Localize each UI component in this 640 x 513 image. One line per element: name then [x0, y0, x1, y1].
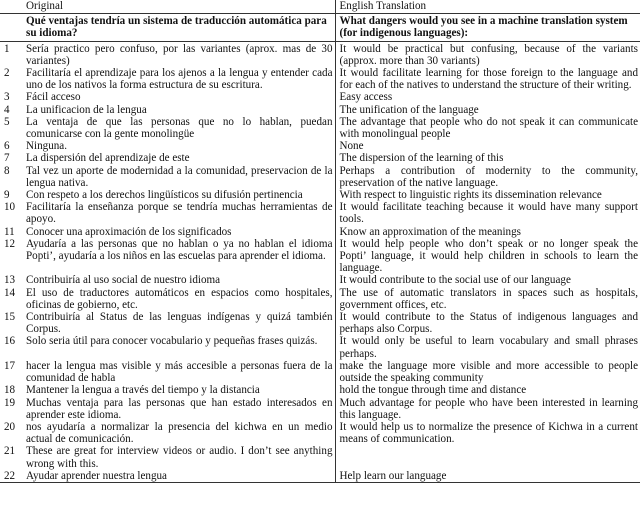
- row-number: 2: [4, 67, 10, 80]
- row-number: 1: [4, 42, 10, 55]
- table-row: [0, 335, 640, 359]
- question-english: What dangers would you see in a machine translation system (for indigenous languages):: [339, 15, 628, 40]
- english-text-cell: With respect to linguistic rights its dissemination relevance: [339, 189, 602, 202]
- english-text-cell: Much advantage for people who have been interested in learning this language.: [339, 396, 638, 421]
- original-text-cell: Conocer una aproximación de los significados: [22, 226, 335, 238]
- english-text-cell: It would help us to normalize the presence of Kichwa in a current means of communication.: [339, 420, 638, 446]
- table-row: [0, 445, 640, 469]
- original-text-cell: Facilitaría la enseñanza porque se tendría muchas herramientas de apoyo.: [22, 201, 335, 225]
- original-text-cell: Fácil acceso: [22, 91, 335, 103]
- row-number: 10: [4, 201, 16, 214]
- row-number: 13: [4, 274, 16, 287]
- english-text-cell: It would facilitate teaching because it would have many support tools.: [339, 201, 638, 226]
- row-number: 5: [4, 115, 10, 128]
- original-text-cell: Ayudaría a las personas que no hablan o ya no hablan el idioma Popti’, ayudaría a los niños en las escuelas para aprender el idioma.: [22, 238, 335, 275]
- table-row: [0, 67, 640, 91]
- original-text-cell: Tal vez un aporte de modernidad a la comunidad, preservacion de la lengua nativa.: [22, 165, 335, 189]
- original-text-cell: Sería practico pero confuso, por las variantes (aprox. mas de 30 variantes): [22, 41, 335, 67]
- original-text-cell: Ayudar aprender nuestra lengua: [22, 470, 335, 483]
- original-text-cell: Ninguna.: [22, 140, 335, 152]
- row-number: 18: [4, 384, 16, 397]
- english-text-cell: The dispersion of the learning of this: [339, 152, 504, 165]
- row-number: 17: [4, 359, 16, 372]
- original-text-cell: Con respeto a los derechos lingüísticos su difusión pertinencia: [22, 189, 335, 201]
- row-number: 12: [4, 237, 16, 250]
- original-text-cell: El uso de traductores automáticos en espacios como hospitales, oficinas de gobierno, etc.: [22, 287, 335, 311]
- question-original: Qué ventajas tendría un sistema de traducción automática para su idioma?: [22, 14, 335, 41]
- english-text-cell: hold the tongue through time and distance: [339, 384, 527, 397]
- table-row: [0, 287, 640, 311]
- english-text-cell: It would help people who don’t speak or no longer speak the Popti’ language, it would help children in schools to learn the language.: [339, 237, 638, 275]
- table-row: [0, 152, 640, 164]
- table-row: [0, 91, 640, 103]
- row-number: 16: [4, 335, 16, 348]
- english-text-cell: Perhaps a contribution of modernity to the community, preservation of the native language.: [339, 164, 638, 189]
- original-text-cell: Solo seria útil para conocer vocabulario y pequeñas frases quizás.: [22, 335, 335, 359]
- row-number: 22: [4, 469, 16, 482]
- row-number: 8: [4, 164, 10, 177]
- table-row: [0, 41, 640, 67]
- original-text-cell: Facilitaría el aprendizaje para los ajenos a la lengua y entender cada uno de los nativos la forma estructura de su escritura.: [22, 67, 335, 91]
- row-number: 11: [4, 225, 15, 238]
- original-text-cell: These are great for interview videos or audio. I don’t see anything wrong with this.: [22, 445, 335, 469]
- row-number: 3: [4, 91, 10, 104]
- english-text-cell: The unification of the language: [339, 103, 479, 116]
- table-row: [0, 384, 640, 396]
- table-row: [0, 116, 640, 140]
- table-row: [0, 189, 640, 201]
- original-text-cell: La unificacion de la lengua: [22, 104, 335, 116]
- row-number: 14: [4, 286, 16, 299]
- table-row: [0, 470, 640, 483]
- original-text-cell: nos ayudaría a normalizar la presencia del kichwa en un medio actual de comunicación.: [22, 421, 335, 445]
- original-column-header: Original: [22, 0, 335, 14]
- english-text-cell: It would only be useful to learn vocabulary and small phrases perhaps.: [339, 335, 638, 360]
- english-text-cell: [335, 445, 640, 469]
- table-row: [0, 274, 640, 286]
- number-column-header: [0, 0, 22, 14]
- english-text-cell: It would contribute to the social use of our language: [339, 274, 571, 287]
- original-text-cell: Contribuiría al uso social de nuestro idioma: [22, 274, 335, 286]
- table-row: [0, 360, 640, 384]
- table-row: [0, 311, 640, 335]
- english-text-cell: The advantage that people who do not speak it can communicate with monolingual people: [339, 115, 638, 141]
- original-text-cell: Contribuiría al Status de las lenguas indígenas y quizá también Corpus.: [22, 311, 335, 335]
- english-text-cell: Easy access: [339, 91, 393, 104]
- english-text-cell: None: [339, 140, 364, 153]
- table-row: [0, 140, 640, 152]
- table-row: [0, 165, 640, 189]
- table-row: [0, 421, 640, 445]
- question-row: [0, 14, 640, 41]
- english-text-cell: The use of automatic translators in spaces such as hospitals, government offices, etc.: [339, 286, 638, 311]
- original-text-cell: hacer la lengua mas visible y más accesible a personas fuera de la comunidad de habla: [22, 360, 335, 384]
- row-number: 15: [4, 311, 16, 324]
- table-row: [0, 397, 640, 421]
- original-text-cell: La ventaja de que las personas que no lo hablan, puedan comunicarse con la gente monolingüe: [22, 116, 335, 140]
- row-number: 21: [4, 445, 16, 458]
- english-text-cell: It would contribute to the Status of indigenous languages and perhaps also Corpus.: [339, 311, 638, 336]
- english-column-header: English Translation: [339, 0, 427, 12]
- row-number: 9: [4, 189, 10, 202]
- english-text-cell: It would be practical but confusing, because of the variants (approx. more than 30 variants): [339, 42, 638, 67]
- row-number: 6: [4, 140, 10, 153]
- english-text-cell: make the language more visible and more accessible to people outside the speaking community: [339, 359, 638, 385]
- row-number: 19: [4, 396, 16, 409]
- original-text-cell: Muchas ventaja para las personas que han estado interesados en aprender este idioma.: [22, 397, 335, 421]
- table-row: [0, 104, 640, 116]
- row-number: 7: [4, 152, 10, 165]
- table-row: [0, 226, 640, 238]
- original-text-cell: Mantener la lengua a través del tiempo y la distancia: [22, 384, 335, 396]
- english-text-cell: It would facilitate learning for those foreign to the language and for each of the natives to understand the structure of their writing.: [339, 67, 638, 92]
- original-text-cell: La dispersión del aprendizaje de este: [22, 152, 335, 164]
- table-row: [0, 238, 640, 275]
- row-number: 20: [4, 420, 16, 433]
- table-row: [0, 201, 640, 225]
- english-text-cell: Help learn our language: [339, 469, 447, 482]
- english-text-cell: Know an approximation of the meanings: [339, 225, 521, 238]
- row-number: 4: [4, 103, 10, 116]
- column-header-row: [0, 0, 640, 14]
